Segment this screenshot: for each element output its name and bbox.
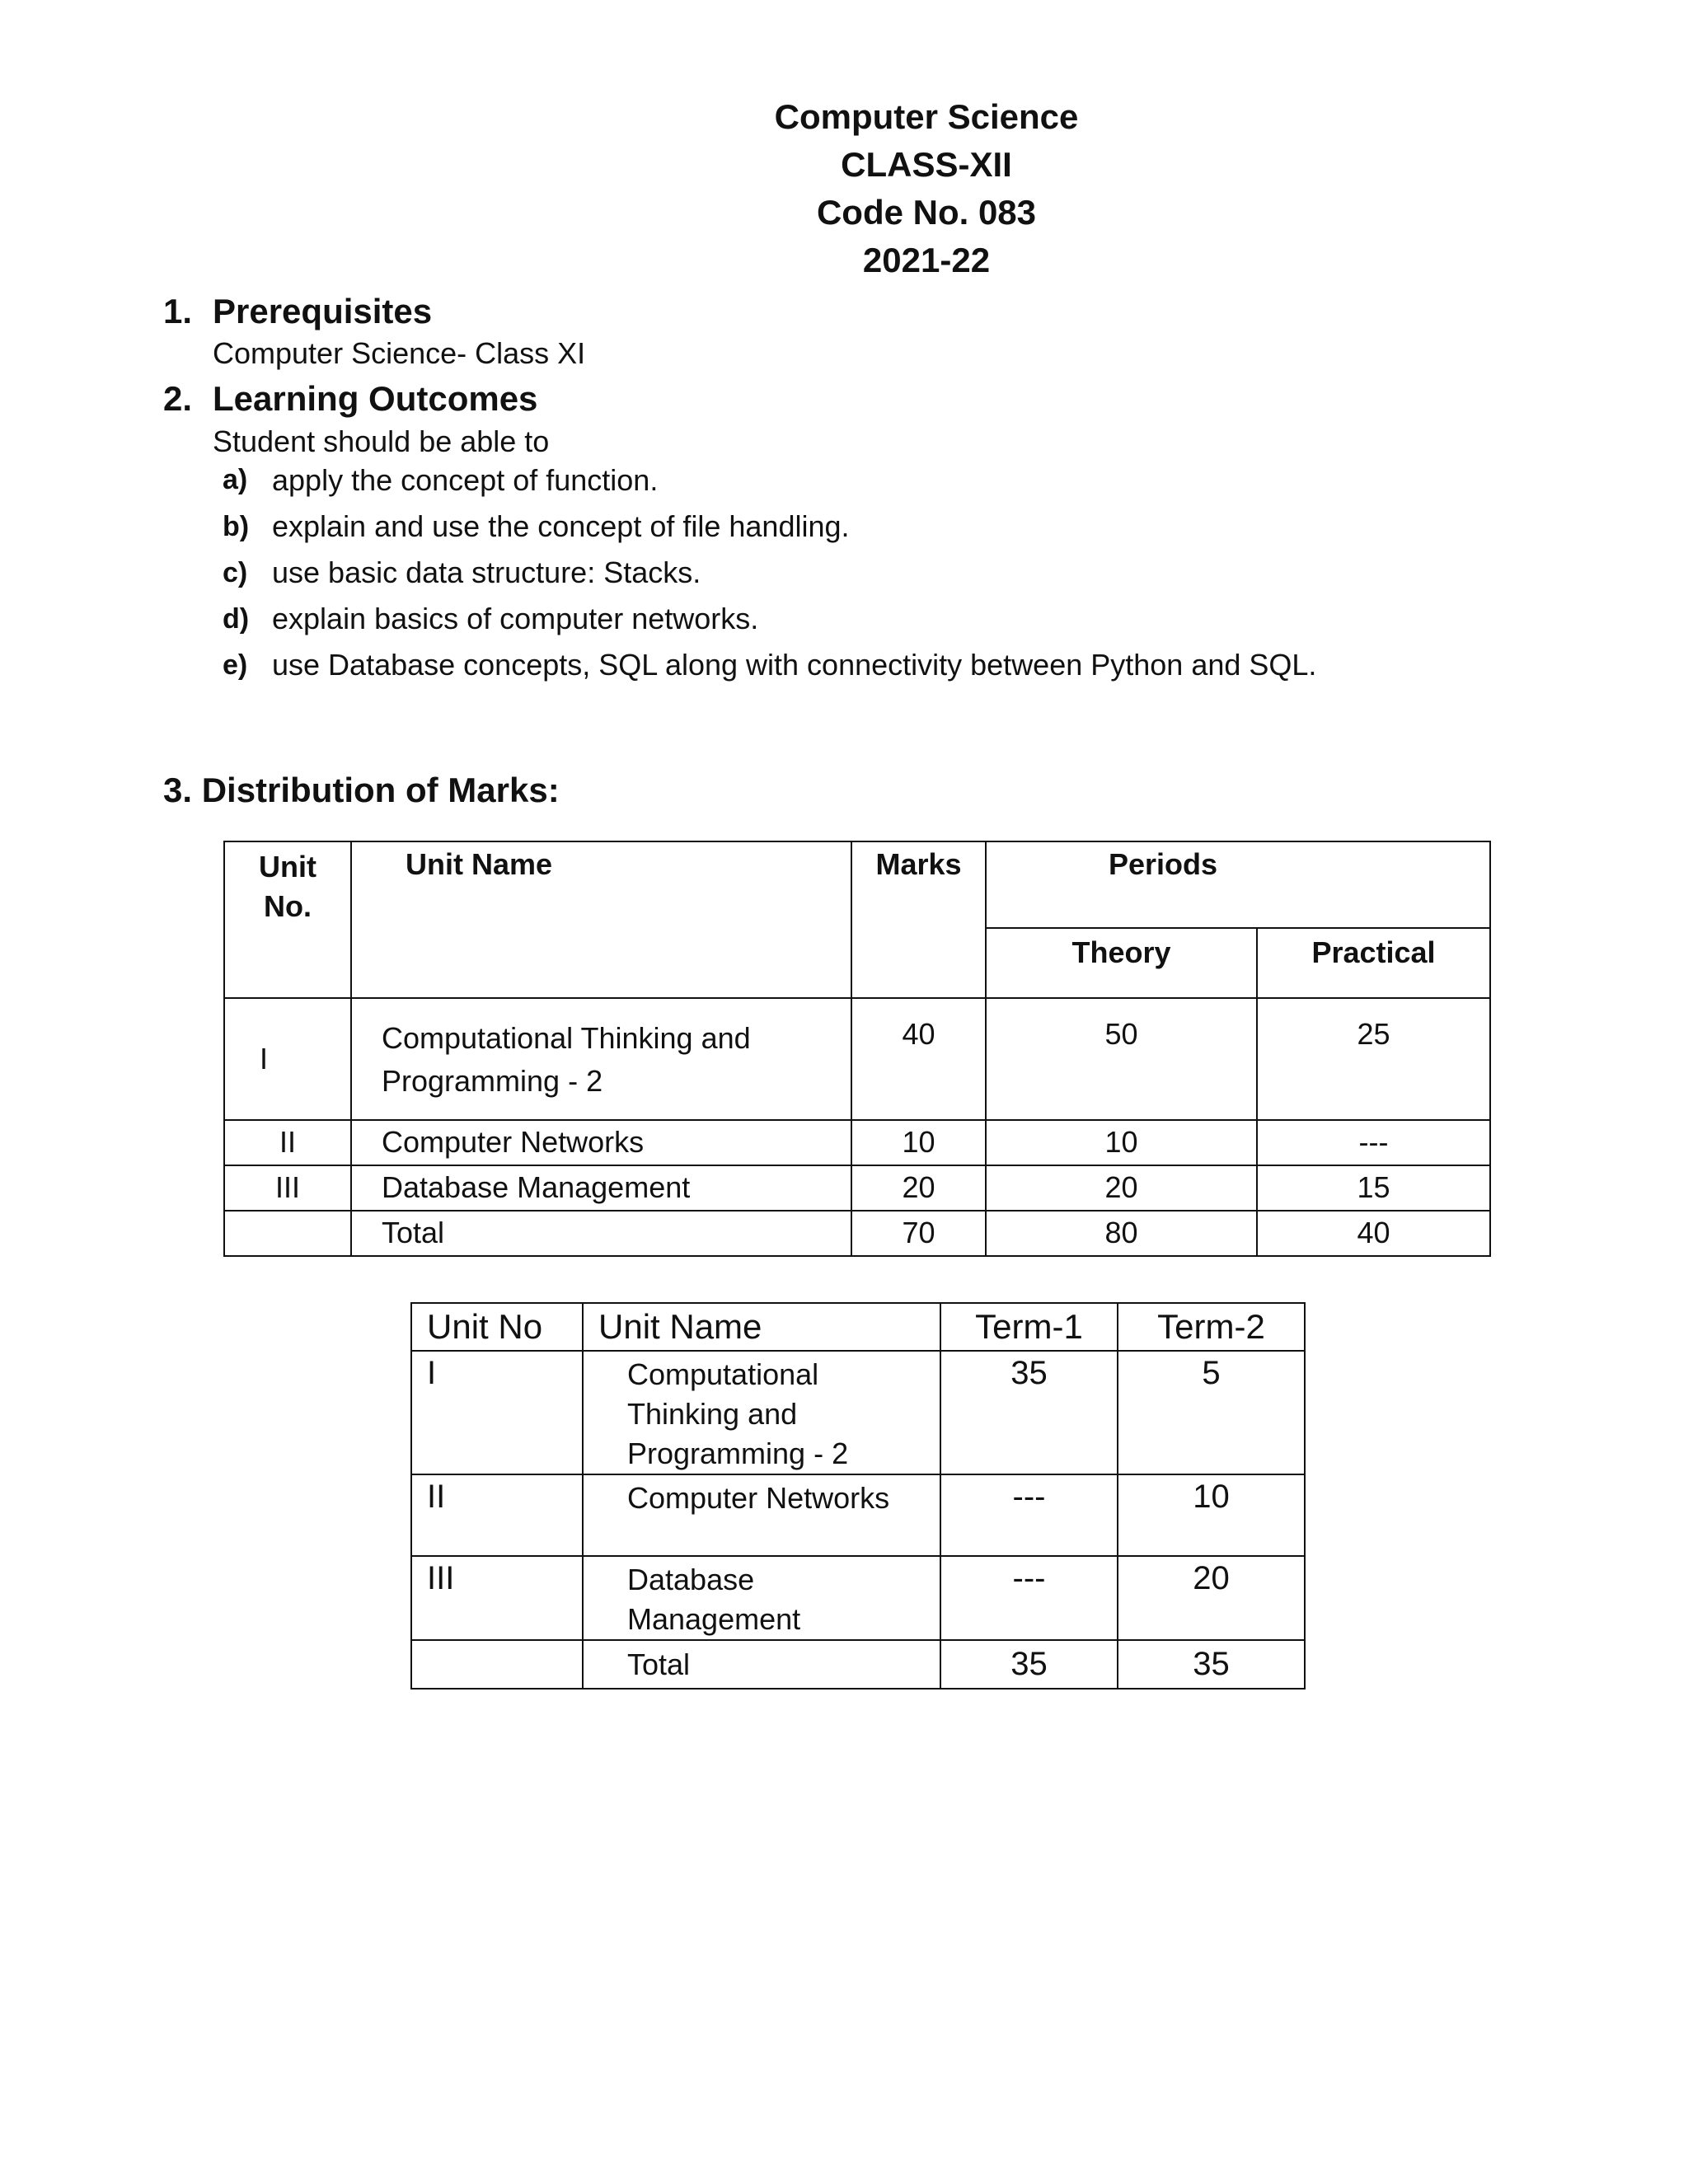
cell-term2: 20	[1118, 1556, 1305, 1640]
cell-practical: 25	[1257, 998, 1490, 1119]
cell-marks: 70	[851, 1211, 986, 1256]
header-subject: Computer Science	[774, 97, 1079, 136]
cell-unit-name: Computer Networks	[583, 1474, 940, 1556]
cell-unit-name: Database Management	[583, 1556, 940, 1640]
cell-unit	[224, 1211, 351, 1256]
cell-term1: ---	[940, 1474, 1118, 1556]
cell-term2: 5	[1118, 1351, 1305, 1474]
cell-marks: 40	[851, 998, 986, 1119]
cell-term2: 10	[1118, 1474, 1305, 1556]
header-unit-name: Unit Name	[351, 841, 851, 998]
header-term1: Term-1	[940, 1303, 1118, 1351]
outcome-letter: b)	[223, 511, 250, 542]
cell-theory: 50	[986, 998, 1257, 1119]
outcome-text: explain basics of computer networks.	[272, 602, 759, 635]
outcome-letter: d)	[223, 603, 250, 635]
outcome-letter: a)	[223, 464, 248, 495]
cell-theory: 10	[986, 1120, 1257, 1165]
prerequisites-number: 1.	[163, 292, 193, 330]
cell-theory: 20	[986, 1165, 1257, 1211]
header-year: 2021-22	[862, 241, 991, 279]
cell-unit-name: Computational Thinking and Programming - 2	[583, 1351, 940, 1474]
table-row	[411, 1351, 1305, 1474]
cell-practical: 40	[1257, 1211, 1490, 1256]
header-term2: Term-2	[1118, 1303, 1305, 1351]
learning-outcomes-title: Learning Outcomes	[213, 379, 538, 418]
cell-unit: III	[411, 1556, 583, 1640]
cell-unit: I	[411, 1351, 583, 1474]
term-distribution-table	[410, 1302, 1306, 1690]
cell-marks: 10	[851, 1120, 986, 1165]
table-row	[224, 998, 1490, 1119]
cell-term1: 35	[940, 1351, 1118, 1474]
outcome-letter: c)	[223, 557, 248, 588]
marks-distribution-table	[223, 841, 1491, 1257]
prerequisites-text: Computer Science- Class XI	[213, 336, 586, 370]
cell-unit-name: Computational Thinking and Programming - 2	[351, 998, 851, 1119]
cell-term2: 35	[1118, 1640, 1305, 1689]
cell-unit: II	[411, 1474, 583, 1556]
cell-theory: 80	[986, 1211, 1257, 1256]
outcome-letter: e)	[223, 649, 248, 681]
cell-term1: ---	[940, 1556, 1118, 1640]
outcome-text: use Database concepts, SQL along with connectivity between Python and SQL.	[272, 648, 1317, 682]
cell-unit: II	[224, 1120, 351, 1165]
cell-practical: ---	[1257, 1120, 1490, 1165]
table-row	[224, 1120, 1490, 1165]
cell-practical: 15	[1257, 1165, 1490, 1211]
cell-unit-name: Total	[583, 1640, 940, 1689]
header-periods: Periods	[986, 841, 1490, 928]
table-row-total	[224, 1211, 1490, 1256]
cell-unit-name: Total	[351, 1211, 851, 1256]
table-row	[411, 1556, 1305, 1640]
header-unit-no: Unit No.	[224, 841, 351, 998]
header-class: CLASS-XII	[841, 145, 1012, 184]
table-row	[411, 1474, 1305, 1556]
cell-unit-name: Computer Networks	[351, 1120, 851, 1165]
learning-outcomes-intro: Student should be able to	[213, 424, 550, 458]
table-row-total	[411, 1640, 1305, 1689]
outcome-text: use basic data structure: Stacks.	[272, 555, 701, 589]
table-row	[224, 1165, 1490, 1211]
distribution-title: 3. Distribution of Marks:	[163, 771, 560, 809]
cell-marks: 20	[851, 1165, 986, 1211]
prerequisites-title: Prerequisites	[213, 292, 433, 330]
header-unit-name: Unit Name	[583, 1303, 940, 1351]
cell-unit-name: Database Management	[351, 1165, 851, 1211]
learning-outcomes-number: 2.	[163, 379, 193, 418]
cell-unit	[411, 1640, 583, 1689]
header-marks: Marks	[851, 841, 986, 998]
cell-unit: I	[224, 998, 351, 1119]
cell-term1: 35	[940, 1640, 1118, 1689]
outcome-text: apply the concept of function.	[272, 463, 659, 497]
outcome-text: explain and use the concept of file handling.	[272, 509, 850, 543]
header-theory: Theory	[986, 928, 1257, 998]
cell-unit: III	[224, 1165, 351, 1211]
header-unit-no: Unit No	[411, 1303, 583, 1351]
header-practical: Practical	[1257, 928, 1490, 998]
header-code: Code No. 083	[816, 193, 1037, 232]
